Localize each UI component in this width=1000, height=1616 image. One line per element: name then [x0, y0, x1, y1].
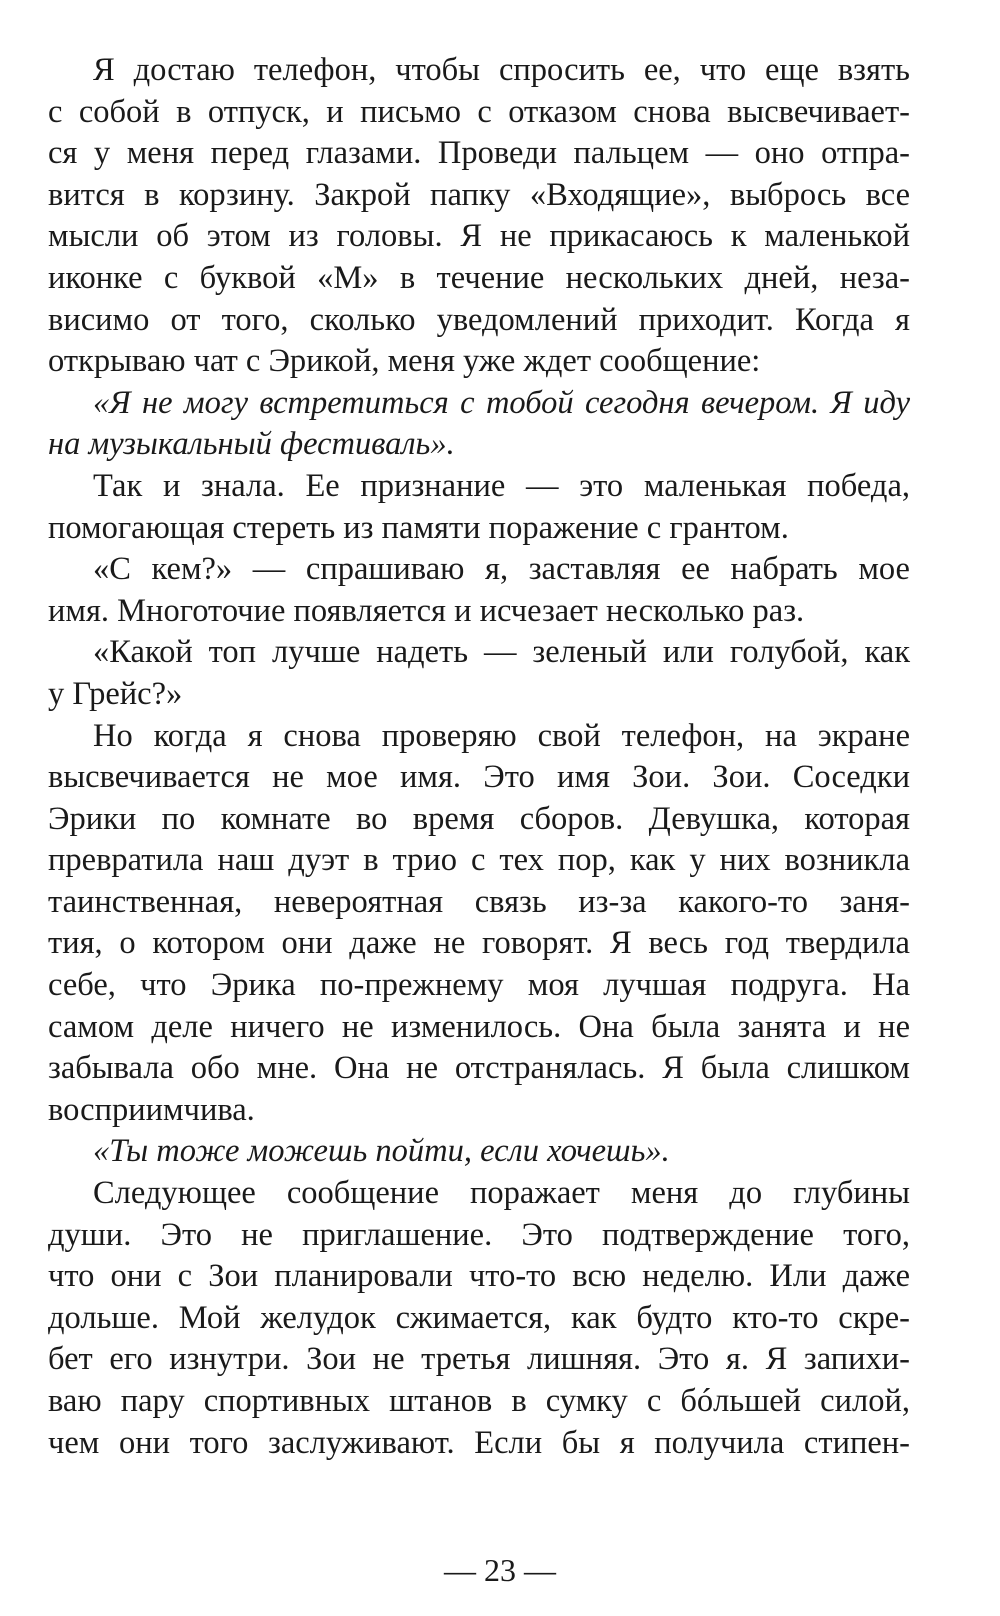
text-line: помогающая стереть из памяти поражение с грантом.: [48, 509, 789, 546]
text-line: с собой в отпуск, и письмо с отказом снова высвечивает-: [48, 93, 910, 130]
text-line: открываю чат с Эрикой, меня уже ждет сообщение:: [48, 343, 761, 380]
italic-message-paragraph: [48, 1131, 910, 1173]
text-line: у Грейс?»: [48, 675, 183, 712]
text-line: превратила наш дуэт в трио с тех пор, как у них возникла: [48, 842, 910, 879]
text-line: мысли об этом из головы. Я не прикасаюсь к маленькой: [48, 218, 910, 255]
text-line: высвечивается не мое имя. Это имя Зои. Зои. Соседки: [48, 759, 910, 796]
text-line: Так и знала. Ее признание — это маленькая победа,: [93, 467, 910, 504]
paragraph: [48, 50, 910, 383]
text-line: вится в корзину. Закрой папку «Входящие», выбрось все: [48, 176, 910, 213]
text-line: иконке с буквой «М» в течение нескольких дней, неза-: [48, 259, 910, 296]
paragraph: [48, 1173, 910, 1464]
text-line: забывала обо мне. Она не отстранялась. Я была слишком: [48, 1050, 910, 1087]
page-number: — 23 —: [444, 1552, 556, 1588]
text-line: ся у меня перед глазами. Проведи пальцем — оно отпра-: [48, 135, 910, 172]
text-line: висимо от того, сколько уведомлений приходит. Когда я: [48, 301, 910, 338]
text-line: ваю пару спортивных штанов в сумку с бóльшей силой,: [48, 1383, 910, 1419]
text-line: «Я не могу встретиться с тобой сегодня вечером. Я иду: [93, 384, 910, 421]
text-line: Следующее сообщение поражает меня до глубины: [93, 1175, 910, 1212]
text-line: Но когда я снова проверяю свой телефон, на экране: [93, 717, 910, 754]
text-line: имя. Многоточие появляется и исчезает несколько раз.: [48, 592, 805, 629]
text-line: тия, о котором они даже не говорят. Я весь год твердила: [48, 925, 910, 962]
book-page-text: [48, 50, 910, 1464]
paragraph: [48, 716, 910, 1132]
text-line: дольше. Мой желудок сжимается, как будто кто-то скре-: [48, 1299, 910, 1336]
text-line: чем они того заслуживают. Если бы я получила стипен-: [48, 1424, 910, 1461]
text-line: «С кем?» — спрашиваю я, заставляя ее набрать мое: [93, 551, 910, 588]
text-line: на музыкальный фестиваль».: [48, 426, 455, 463]
text-line: бет его изнутри. Зои не третья лишняя. Это я. Я запихи-: [48, 1341, 910, 1378]
italic-message-paragraph: [48, 383, 910, 466]
text-line: самом деле ничего не изменилось. Она была занята и не: [48, 1008, 910, 1045]
text-line: восприимчива.: [48, 1091, 255, 1128]
paragraph: [48, 549, 910, 632]
text-line: «Какой топ лучше надеть — зеленый или голубой, как: [93, 634, 910, 671]
text-line: Эрики по комнате во время сборов. Девушка, которая: [48, 800, 910, 837]
text-line: что они с Зои планировали что-то всю неделю. Или даже: [48, 1258, 910, 1295]
paragraph: [48, 466, 910, 549]
text-line: «Ты тоже можешь пойти, если хочешь».: [93, 1133, 670, 1170]
text-line: Я достаю телефон, чтобы спросить ее, что еще взять: [93, 52, 910, 88]
text-line: таинственная, невероятная связь из-за какого-то заня-: [48, 883, 910, 920]
paragraph: [48, 632, 910, 715]
text-line: себе, что Эрика по-прежнему моя лучшая подруга. На: [48, 967, 910, 1004]
text-line: души. Это не приглашение. Это подтверждение того,: [48, 1216, 910, 1253]
